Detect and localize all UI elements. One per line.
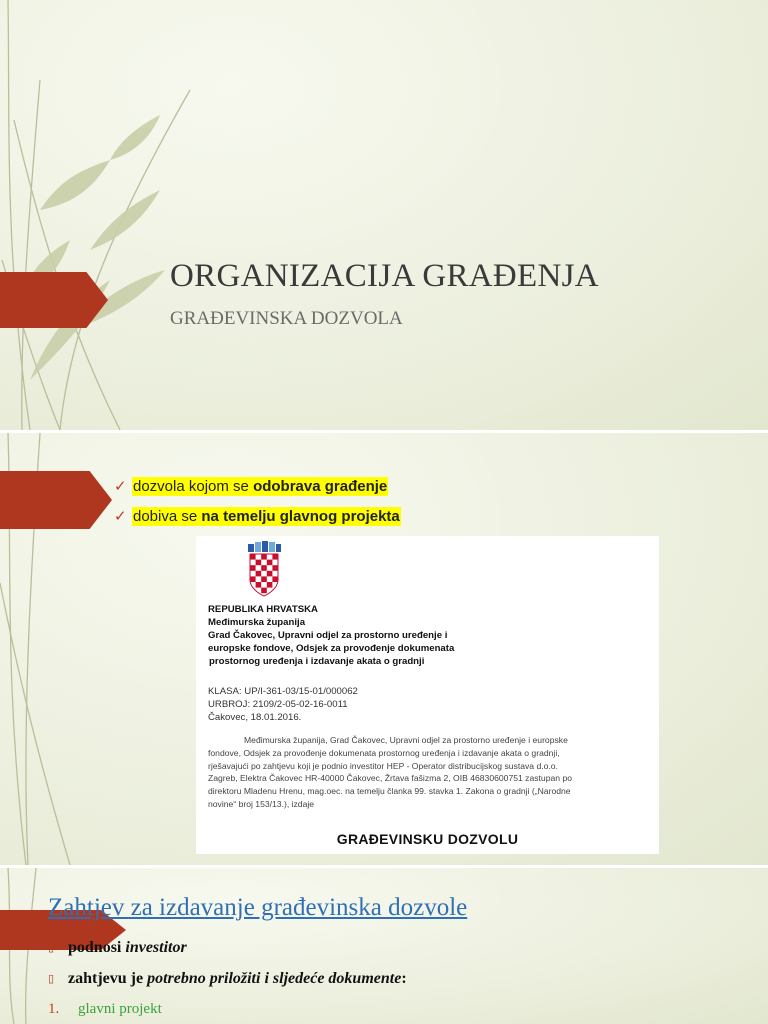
bullet-list bbox=[114, 471, 401, 531]
body-line: rješavajući po zahtjevu koji je podnio investitor HEP - Operator distribucijskog sustava d.o.o. bbox=[208, 760, 558, 771]
item-text: glavni projekt bbox=[78, 1001, 162, 1017]
bullet-icon: ▯ bbox=[48, 973, 55, 985]
accent-arrow bbox=[0, 471, 112, 529]
document-body bbox=[208, 734, 656, 811]
item-number: 1. bbox=[48, 1001, 60, 1017]
meta-line: KLASA: UP/I-361-03/15-01/000062 bbox=[208, 686, 358, 697]
document-header bbox=[208, 603, 454, 668]
coat-of-arms-icon bbox=[244, 540, 284, 598]
accent-arrow bbox=[0, 272, 108, 328]
header-line: prostornog uređenja i izdavanje akata o gradnji bbox=[209, 656, 425, 667]
body-line: fondove, Odsjek za provođenje dokumenata prostornog uređenja i izdavanje akata o gradnji, bbox=[208, 747, 560, 758]
header-line: REPUBLIKA HRVATSKA bbox=[208, 604, 318, 615]
body-line: Međimurska županija, Grad Čakovec, Upravni odjel za prostorno uređenje i europske bbox=[244, 735, 568, 745]
bullet-item bbox=[114, 501, 401, 531]
slide-subtitle: GRAĐEVINSKA DOZVOLA bbox=[170, 308, 403, 329]
slide-title: ORGANIZACIJA GRAĐENJA bbox=[170, 258, 599, 294]
slide-title: Zahtjev za izdavanje građevinska dozvole bbox=[48, 894, 468, 921]
bullet-icon: ▯ bbox=[48, 942, 55, 954]
request-slide bbox=[0, 868, 768, 1024]
permit-document-image bbox=[196, 536, 659, 854]
list-item: ▯ podnosi investitor bbox=[48, 938, 187, 956]
highlighted-text: dozvola kojom se odobrava građenje bbox=[133, 477, 388, 495]
title-slide bbox=[0, 0, 768, 430]
requirements-list bbox=[48, 932, 407, 1024]
bullet-item bbox=[114, 471, 401, 501]
header-line: Grad Čakovec, Upravni odjel za prostorno uređenje i bbox=[208, 630, 448, 641]
permit-slide bbox=[0, 433, 768, 865]
document-final-title: GRAĐEVINSKU DOZVOLU bbox=[336, 831, 519, 847]
numbered-item bbox=[48, 994, 407, 1024]
meta-line: Čakovec, 18.01.2016. bbox=[208, 712, 302, 723]
document-meta bbox=[208, 685, 358, 724]
header-line: europske fondove, Odsjek za provođenje dokumenata bbox=[208, 643, 455, 654]
decorative-stems bbox=[0, 0, 200, 430]
list-item: ▯ zahtjevu je potrebno priložiti i sljedeće dokumente : bbox=[48, 969, 407, 987]
body-line: novine“ broj 153/13.), izdaje bbox=[208, 798, 315, 809]
body-line: Zagreb, Elektra Čakovec HR-40000 Čakovec, Žrtava fašizma 2, OIB 46830600751 zastupan po bbox=[208, 773, 573, 784]
body-line: direktoru Mladenu Hrenu, mag.oec. na temelju članka 99. stavka 1. Zakona o gradnji („Narodne bbox=[208, 786, 571, 797]
header-line: Međimurska županija bbox=[208, 617, 306, 628]
checkmark-icon: ✓ bbox=[114, 508, 127, 525]
meta-line: URBROJ: 2109/2-05-02-16-0011 bbox=[208, 699, 348, 710]
highlighted-text: dobiva se na temelju glavnog projekta bbox=[133, 507, 400, 525]
checkmark-icon: ✓ bbox=[114, 478, 127, 495]
